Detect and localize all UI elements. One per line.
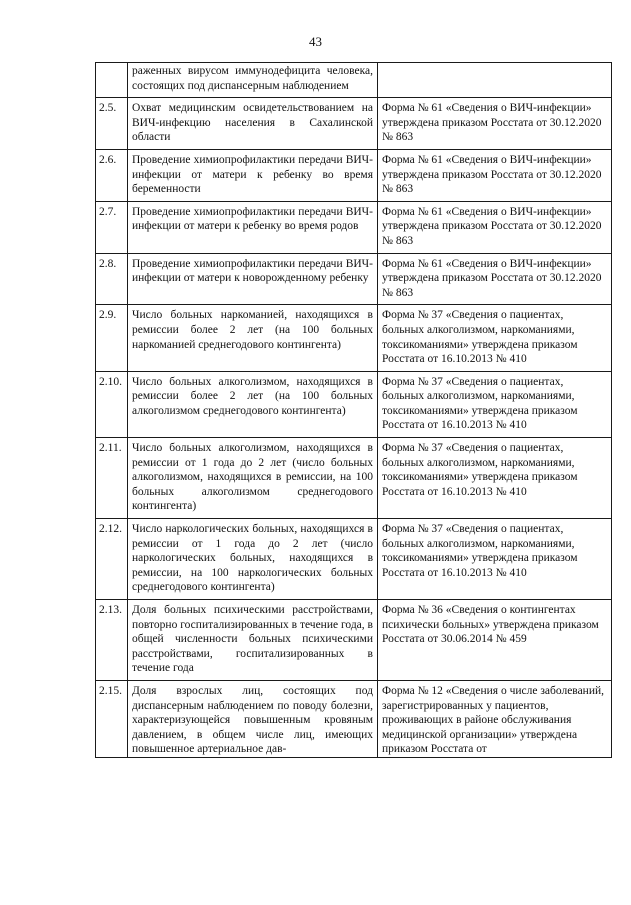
- indicator-cell: раженных вирусом иммунодефицита человека, состоящих под диспансерным наблюдением: [128, 63, 378, 98]
- row-number: 2.12.: [96, 519, 128, 600]
- row-number: 2.5.: [96, 98, 128, 150]
- row-number: 2.11.: [96, 438, 128, 519]
- source-cell: Форма № 61 «Сведения о ВИЧ-инфекции» утверждена приказом Росстата от 30.12.2020 № 863: [378, 201, 612, 253]
- indicator-cell: Проведение химиопрофилактики передачи ВИЧ-инфекции от матери к ребенку во время беременности: [128, 149, 378, 201]
- source-cell: Форма № 37 «Сведения о пациентах, больных алкоголизмом, наркоманиями, токсикоманиями» утверждена приказом Росстата от 16.10.2013 № 410: [378, 519, 612, 600]
- source-cell: Форма № 61 «Сведения о ВИЧ-инфекции» утверждена приказом Росстата от 30.12.2020 № 863: [378, 98, 612, 150]
- row-number: 2.7.: [96, 201, 128, 253]
- row-number: 2.10.: [96, 371, 128, 437]
- table-row: [96, 519, 612, 600]
- source-cell: Форма № 12 «Сведения о числе заболеваний, зарегистрированных у пациентов, проживающих в районе обслуживания медицинской организации» утверждена приказом Росстата от: [378, 680, 612, 757]
- table-row: [96, 371, 612, 437]
- table-row: [96, 253, 612, 305]
- table-row: [96, 680, 612, 757]
- row-number: 2.6.: [96, 149, 128, 201]
- indicator-cell: Число больных наркоманией, находящихся в ремиссии более 2 лет (на 100 больных наркоманией среднегодового контингента): [128, 305, 378, 371]
- row-number: [96, 63, 128, 98]
- source-cell: Форма № 36 «Сведения о контингентах психически больных» утверждена приказом Росстата от 30.06.2014 № 459: [378, 600, 612, 681]
- source-cell: Форма № 37 «Сведения о пациентах, больных алкоголизмом, наркоманиями, токсикоманиями» утверждена приказом Росстата от 16.10.2013 № 410: [378, 438, 612, 519]
- table-row: [96, 149, 612, 201]
- table-row: [96, 63, 612, 98]
- table-row: [96, 201, 612, 253]
- source-cell: [378, 63, 612, 98]
- source-cell: Форма № 61 «Сведения о ВИЧ-инфекции» утверждена приказом Росстата от 30.12.2020 № 863: [378, 253, 612, 305]
- table-row: [96, 98, 612, 150]
- indicator-cell: Проведение химиопрофилактики передачи ВИЧ-инфекции от матери к ребенку во время родов: [128, 201, 378, 253]
- source-cell: Форма № 37 «Сведения о пациентах, больных алкоголизмом, наркоманиями, токсикоманиями» утверждена приказом Росстата от 16.10.2013 № 410: [378, 305, 612, 371]
- table-row: [96, 305, 612, 371]
- row-number: 2.9.: [96, 305, 128, 371]
- table-row: [96, 600, 612, 681]
- indicator-cell: Число больных алкоголизмом, находящихся в ремиссии от 1 года до 2 лет (число больных алкоголизмом, находящихся в ремиссии, на 100 больных алкоголизмом среднегодового контингента): [128, 438, 378, 519]
- indicator-cell: Охват медицинским освидетельствованием на ВИЧ-инфекцию населения в Сахалинской области: [128, 98, 378, 150]
- indicator-cell: Число больных алкоголизмом, находящихся в ремиссии более 2 лет (на 100 больных алкоголизмом среднегодового контингента): [128, 371, 378, 437]
- source-cell: Форма № 61 «Сведения о ВИЧ-инфекции» утверждена приказом Росстата от 30.12.2020 № 863: [378, 149, 612, 201]
- row-number: 2.15.: [96, 680, 128, 757]
- row-number: 2.8.: [96, 253, 128, 305]
- row-number: 2.13.: [96, 600, 128, 681]
- indicators-table: [95, 62, 612, 758]
- indicator-cell: Число наркологических больных, находящихся в ремиссии от 1 года до 2 лет (число наркологических больных, находящихся в ремиссии, на 100 наркологических больных среднегодового контингента): [128, 519, 378, 600]
- indicator-cell: Проведение химиопрофилактики передачи ВИЧ-инфекции от матери к новорожденному ребенку: [128, 253, 378, 305]
- source-cell: Форма № 37 «Сведения о пациентах, больных алкоголизмом, наркоманиями, токсикоманиями» утверждена приказом Росстата от 16.10.2013 № 410: [378, 371, 612, 437]
- page-number: 43: [309, 34, 322, 49]
- indicator-cell: Доля больных психическими расстройствами, повторно госпитализированных в течение года, в общей численности больных психическими расстройствами, госпитализированных в течение года: [128, 600, 378, 681]
- indicator-cell: Доля взрослых лиц, состоящих под диспансерным наблюдением по поводу болезни, характеризующейся повышенным кровяным давлением, в общем числе лиц, имеющих повышенное артериальное дав-: [128, 680, 378, 757]
- table-row: [96, 438, 612, 519]
